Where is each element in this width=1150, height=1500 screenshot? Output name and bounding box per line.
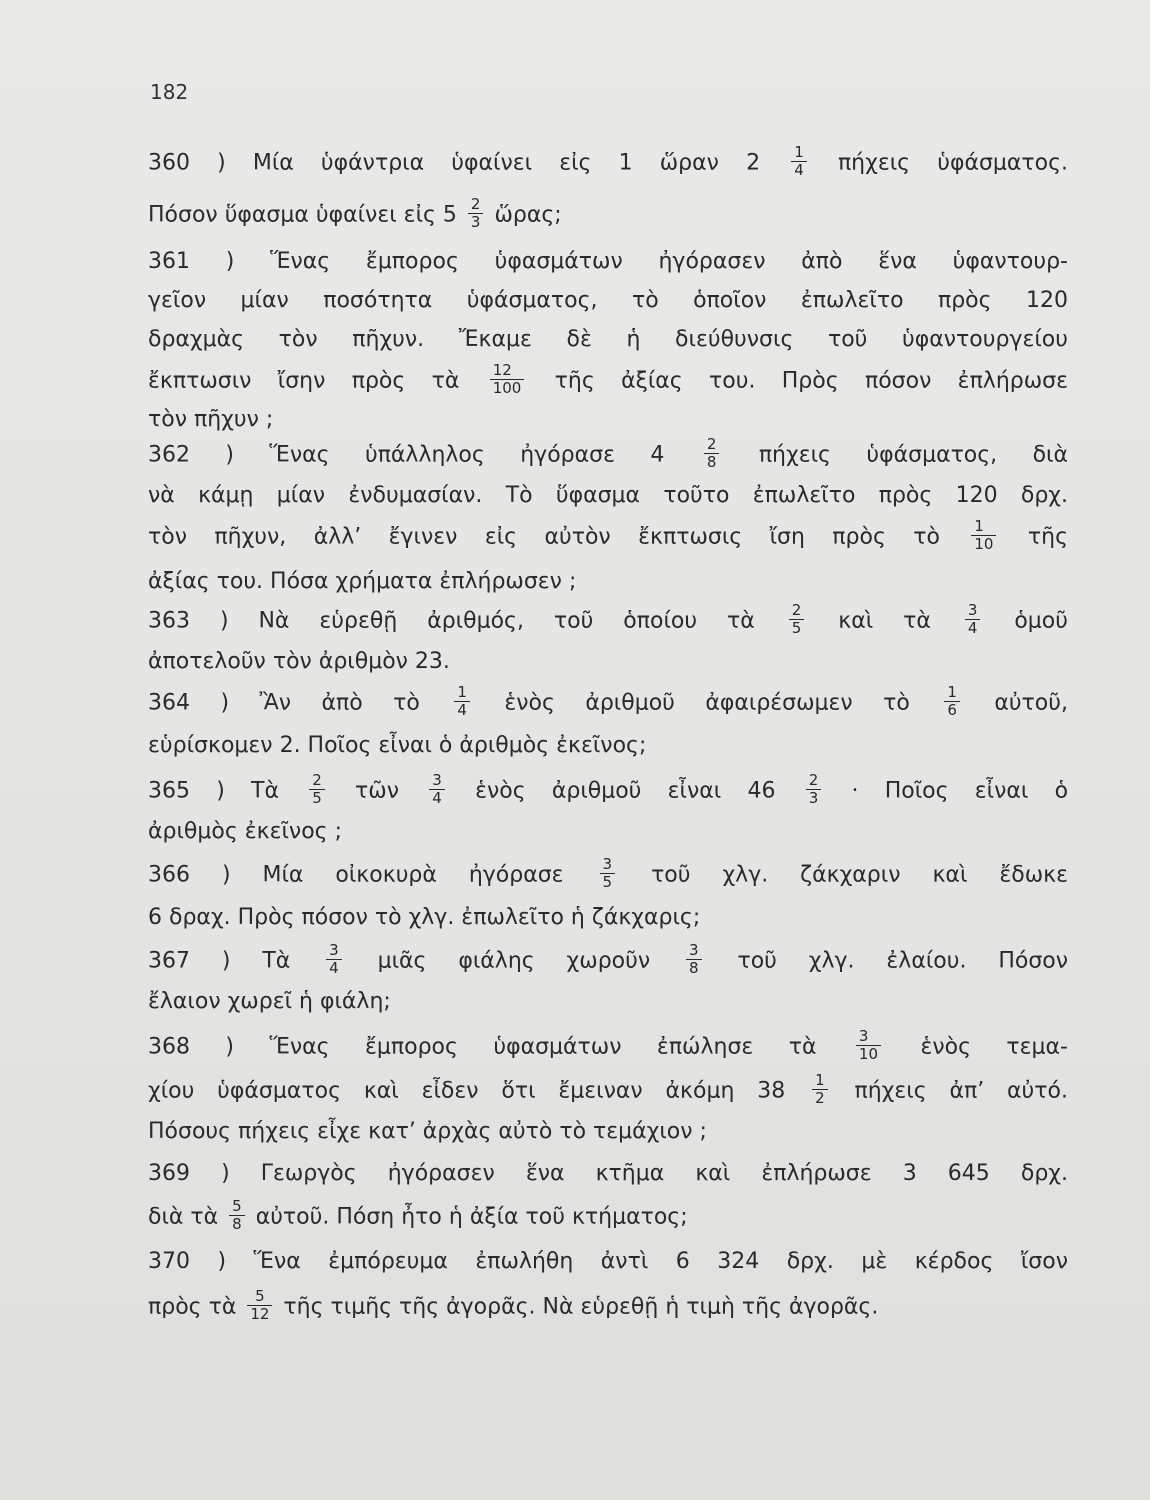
problem-366-line-2: 6 δραχ. Πρὸς πόσον τὸ χλγ. ἐπωλεῖτο ἡ ζάκχαρις; — [148, 905, 701, 930]
fraction-3-4: $\frac{3}{4}$ — [326, 942, 342, 977]
problem-367-line-1: 367 ) Τὰ $\frac{3}{4}$ μιᾶς φιάλης χωροῦν $\frac{3}{8}$ τοῦ χλγ. ἐλαίου. Πόσον — [148, 941, 1069, 977]
problem-362-line-2: νὰ κάμῃ μίαν ἐνδυμασίαν. Τὸ ὕφασμα τοῦτο ἐπωλεῖτο πρὸς 120 δρχ. — [148, 483, 1068, 508]
fraction-5-12: $\frac{5}{12}$ — [247, 1288, 272, 1323]
problem-370-line-2: πρὸς τὰ $\frac{5}{12}$ τῆς τιμῆς τῆς ἀγορᾶς. Νὰ εὑρεθῇ ἡ τιμὴ τῆς ἀγορᾶς. — [148, 1287, 879, 1323]
fraction-12-100: $\frac{12}{100}$ — [490, 362, 525, 397]
problem-360-line-2: Πόσον ὕφασμα ὑφαίνει εἰς 5 $\frac{2}{3}$ ὥρας; — [148, 195, 562, 231]
problem-362-line-3: τὸν πῆχυν, ἀλλ’ ἔγινεν εἰς αὐτὸν ἔκπτωσις ἴση πρὸς τὸ $\frac{1}{10}$ τῆς — [148, 517, 1068, 553]
fraction-3-5: $\frac{3}{5}$ — [600, 856, 616, 891]
problem-361-line-2: γεῖον μίαν ποσότητα ὑφάσματος, τὸ ὁποῖον ἐπωλεῖτο πρὸς 120 — [148, 288, 1068, 313]
problem-363-line-2: ἀποτελοῦν τὸν ἀριθμὸν 23. — [148, 649, 450, 674]
problem-368-line-1: 368 ) Ἕνας ἔμπορος ὑφασμάτων ἐπώλησε τὰ $\frac{3}{10}$ ἑνὸς τεμα- — [148, 1027, 1068, 1063]
fraction-2-3: $\frac{2}{3}$ — [806, 772, 822, 807]
problem-366-line-1: 366 ) Μία οἰκοκυρὰ ἠγόρασε $\frac{3}{5}$ τοῦ χλγ. ζάκχαριν καὶ ἔδωκε — [148, 855, 1068, 891]
problem-370-line-1: 370 ) Ἕνα ἐμπόρευμα ἐπωλήθη ἀντὶ 6 324 δρχ. μὲ κέρδος ἴσον — [148, 1249, 1068, 1274]
fraction-1-6: $\frac{1}{6}$ — [944, 684, 960, 719]
fraction-1-4: $\frac{1}{4}$ — [454, 684, 470, 719]
fraction-2-8: $\frac{2}{8}$ — [704, 436, 720, 471]
page-number: 182 — [150, 80, 189, 104]
fraction-1-4: $\frac{1}{4}$ — [791, 144, 807, 179]
problem-363-line-1: 363 ) Νὰ εὑρεθῇ ἀριθμός, τοῦ ὁποίου τὰ $\frac{2}{5}$ καὶ τὰ $\frac{3}{4}$ ὁμοῦ — [148, 601, 1068, 637]
problem-361-line-5: τὸν πῆχυν ; — [148, 407, 274, 432]
fraction-1-2: $\frac{1}{2}$ — [812, 1072, 828, 1107]
fraction-2-5: $\frac{2}{5}$ — [789, 602, 805, 637]
fraction-2-5: $\frac{2}{5}$ — [309, 772, 325, 807]
fraction-3-8: $\frac{3}{8}$ — [686, 942, 702, 977]
problem-367-line-2: ἔλαιον χωρεῖ ἡ φιάλη; — [148, 989, 391, 1014]
problem-364-line-1: 364 ) Ἂν ἀπὸ τὸ $\frac{1}{4}$ ἑνὸς ἀριθμοῦ ἀφαιρέσωμεν τὸ $\frac{1}{6}$ αὐτοῦ, — [148, 683, 1068, 719]
problem-360-line-1: 360 ) Μία ὑφάντρια ὑφαίνει εἰς 1 ὥραν 2 $\frac{1}{4}$ πήχεις ὑφάσματος. — [148, 143, 1069, 179]
problem-362-line-4: ἀξίας του. Πόσα χρήματα ἐπλήρωσεν ; — [148, 569, 577, 594]
problem-364-line-2: εὑρίσκομεν 2. Ποῖος εἶναι ὁ ἀριθμὸς ἐκεῖνος; — [148, 733, 647, 758]
problem-369-line-1: 369 ) Γεωργὸς ἠγόρασεν ἕνα κτῆμα καὶ ἐπλήρωσε 3 645 δρχ. — [148, 1161, 1068, 1186]
fraction-3-4: $\frac{3}{4}$ — [429, 772, 445, 807]
problem-361-line-4: ἔκπτωσιν ἴσην πρὸς τὰ $\frac{12}{100}$ τῆς ἀξίας του. Πρὸς πόσον ἐπλήρωσε — [148, 361, 1068, 397]
fraction-3-10: $\frac{3}{10}$ — [856, 1028, 881, 1063]
problem-361-line-3: δραχμὰς τὸν πῆχυν. Ἔκαμε δὲ ἡ διεύθυνσις τοῦ ὑφαντουργείου — [148, 327, 1068, 352]
fraction-5-8: $\frac{5}{8}$ — [229, 1198, 245, 1233]
fraction-2-3: $\frac{2}{3}$ — [468, 196, 484, 231]
problem-365-line-1: 365 ) Τὰ $\frac{2}{5}$ τῶν $\frac{3}{4}$ ἑνὸς ἀριθμοῦ εἶναι 46 $\frac{2}{3}$ · Ποῖος εἶναι ὁ — [148, 771, 1069, 807]
fraction-1-10: $\frac{1}{10}$ — [971, 518, 996, 553]
fraction-3-4: $\frac{3}{4}$ — [965, 602, 981, 637]
problem-361-line-1: 361 ) Ἕνας ἔμπορος ὑφασμάτων ἠγόρασεν ἀπὸ ἕνα ὑφαντουρ- — [148, 249, 1068, 274]
problem-368-line-2: χίου ὑφάσματος καὶ εἶδεν ὅτι ἔμειναν ἀκόμη 38 $\frac{1}{2}$ πήχεις ἀπ’ αὐτό. — [148, 1071, 1068, 1107]
problem-369-line-2: διὰ τὰ $\frac{5}{8}$ αὐτοῦ. Πόση ἦτο ἡ ἀξία τοῦ κτήματος; — [148, 1197, 688, 1233]
problem-368-line-3: Πόσους πήχεις εἶχε κατ’ ἀρχὰς αὐτὸ τὸ τεμάχιον ; — [148, 1119, 707, 1144]
problem-365-line-2: ἀριθμὸς ἐκεῖνος ; — [148, 819, 342, 844]
problem-362-line-1: 362 ) Ἕνας ὑπάλληλος ἠγόρασε 4 $\frac{2}{8}$ πήχεις ὑφάσματος, διὰ — [148, 435, 1069, 471]
